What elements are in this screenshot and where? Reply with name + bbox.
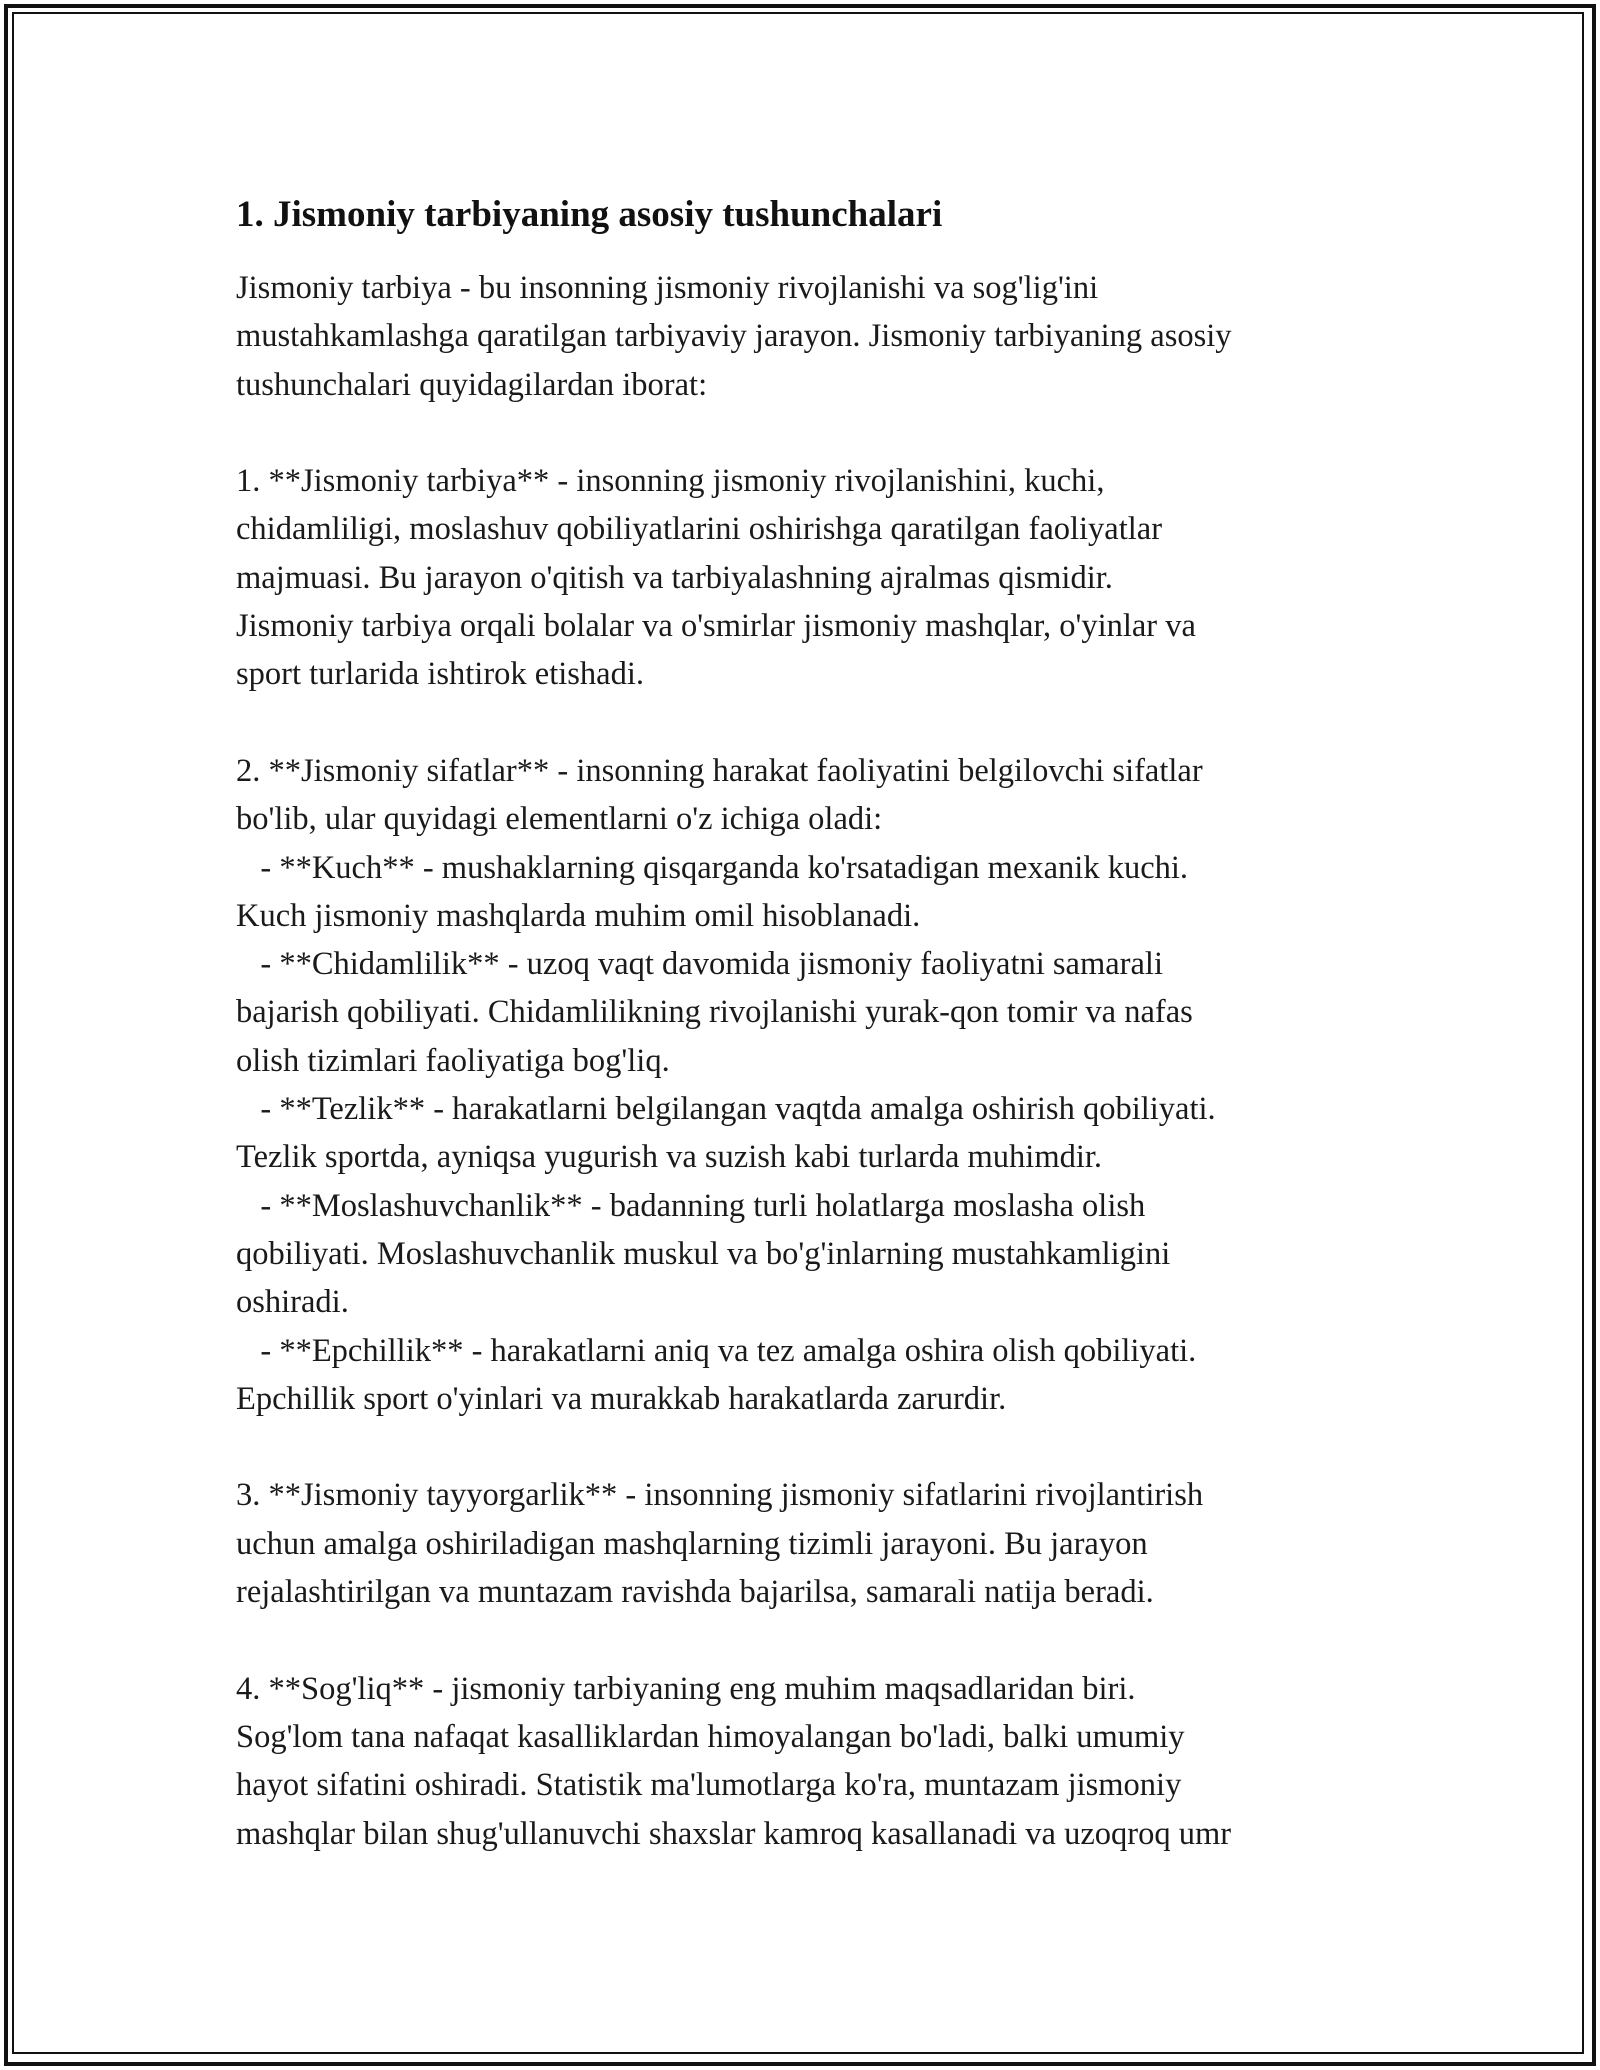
body-paragraph: Jismoniy tarbiya - bu insonning jismoniy rivojlanishi va sog'lig'ini mustahkamlashga qaratilgan tarbiyaviy jarayon. Jismoniy tarbiyaning asosiy tushunchalari quyidagilardan iborat: 1. **Jismoniy tarbiya** - insonning jismoniy rivojlanishini, kuchi, chidamliligi, moslashuv qobiliyatlarini oshirishga qaratilgan faoliyatlar majmuasi. Bu jarayon o'qitish va tarbiyalashning ajralmas qismidir. Jismoniy tarbiya orqali bolalar va o'smirlar jismoniy mashqlar, o'yinlar va sport turlarida ishtirok etishadi. 2. **Jismoniy sifatlar** - insonning harakat faoliyatini belgilovchi sifatlar bo'lib, ular quyidagi elementlarni o'z ichiga oladi: - **Kuch** - mushaklarning qisqarganda ko'rsatadigan mexanik kuchi. Kuch jismoniy mashqlarda muhim omil hisoblanadi. - **Chidamlilik** - uzoq vaqt davomida jismoniy faoliyatni samarali bajarish qobiliyati. Chidamlilikning rivojlanishi yurak-qon tomir va nafas olish tizimlari faoliyatiga bog'liq. - **Tezlik** - harakatlarni belgilangan vaqtda amalga oshirish qobiliyati. Tezlik sportda, ayniqsa yugurish va suzish kabi turlarda muhimdir. - **Moslashuvchanlik** - badanning turli holatlarga moslasha olish qobiliyati. Moslashuvchanlik muskul va bo'g'inlarning mustahkamligini oshiradi. - **Epchillik** - harakatlarni aniq va tez amalga oshira olish qobiliyati. Epchillik sport o'yinlari va murakkab harakatlarda zarurdir. 3. **Jismoniy tayyorgarlik** - insonning jismoniy sifatlarini rivojlantirish uchun amalga oshiriladigan mashqlarning tizimli jarayoni. Bu jarayon rejalashtirilgan va muntazam ravishda bajarilsa, samarali natija beradi. 4. **Sog'liq** - jismoniy tarbiyaning eng muhim maqsadlaridan biri. Sog'lom tana nafaqat kasalliklardan himoyalangan bo'ladi, balki umumiy hayot sifatini oshiradi. Statistik ma'lumotlarga ko'ra, muntazam jismoniy mashqlar bilan shug'ullanuvchi shaxslar kamroq kasallanadi va uzoqroq umr: [236, 270, 1232, 1852]
document-body: [236, 186, 1386, 1858]
section-heading: 1. Jismoniy tarbiyaning asosiy tushunchalari: [236, 194, 943, 235]
